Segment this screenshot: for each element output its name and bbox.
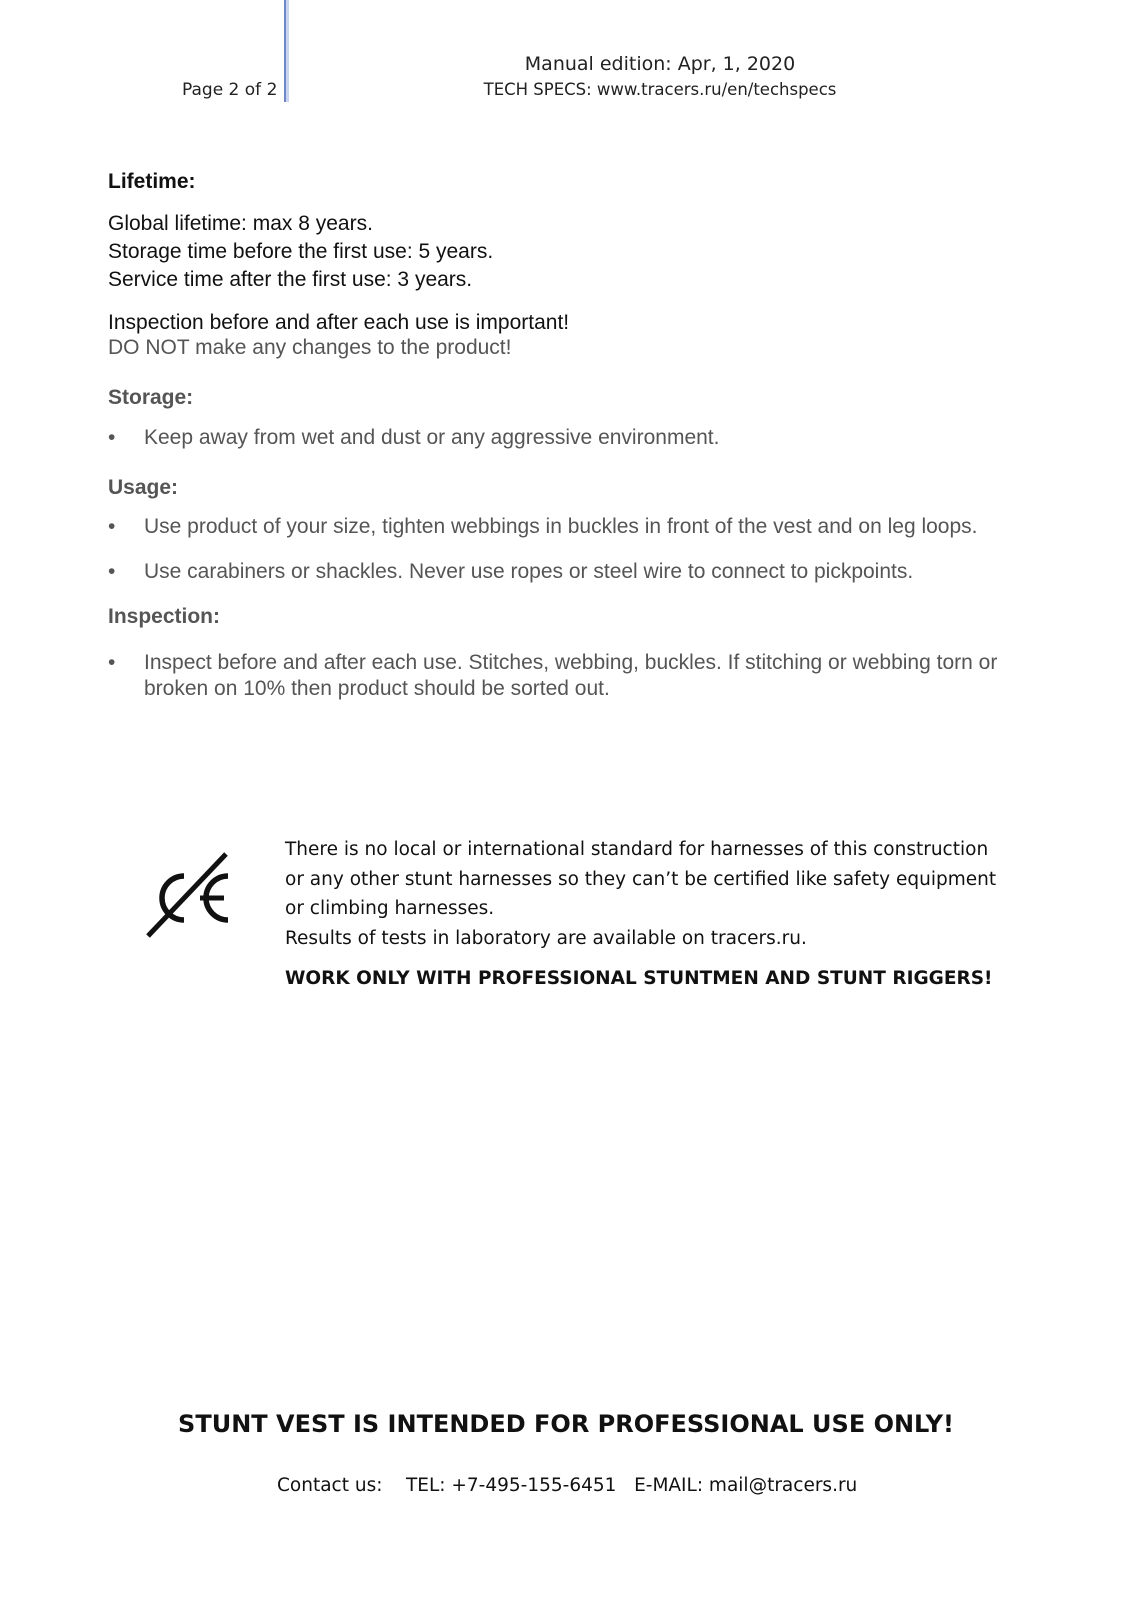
storage-heading: Storage: (108, 386, 194, 409)
page-number: Page 2 of 2 (182, 80, 278, 100)
notice-line: Results of tests in laboratory are available on tracers.ru. (285, 927, 807, 949)
no-changes-warning: DO NOT make any changes to the product! (108, 336, 512, 359)
lifetime-heading: Lifetime: (108, 170, 196, 193)
contact-email: E-MAIL: mail@tracers.ru (634, 1475, 858, 1496)
lifetime-storage: Storage time before the first use: 5 years. (108, 240, 494, 263)
contact-line (277, 1475, 857, 1496)
notice-line: or climbing harnesses. (285, 898, 495, 919)
inspection-important: Inspection before and after each use is important! (108, 311, 570, 334)
professional-use-banner: STUNT VEST IS INTENDED FOR PROFESSIONAL USE ONLY! (178, 1410, 954, 1438)
notice-line: There is no local or international standard for harnesses of this construction (285, 839, 989, 860)
inspection-heading: Inspection: (108, 605, 221, 628)
lifetime-global: Global lifetime: max 8 years. (108, 212, 373, 235)
usage-item: Use carabiners or shackles. Never use ropes or steel wire to connect to pickpoints. (144, 560, 914, 583)
margin-marker (284, 0, 289, 102)
crossed-ce-mark-icon (140, 850, 240, 940)
lifetime-service: Service time after the first use: 3 years. (108, 268, 473, 291)
tech-specs-link: TECH SPECS: www.tracers.ru/en/techspecs (483, 80, 837, 99)
manual-edition: Manual edition: Apr, 1, 2020 (524, 53, 796, 75)
notice-line: or any other stunt harnesses so they can’t be certified like safety equipment (285, 868, 997, 890)
contact-tel: TEL: +7-495-155-6451 (406, 1475, 617, 1496)
professional-warning: WORK ONLY WITH PROFESSIONAL STUNTMEN AND STUNT RIGGERS! (285, 968, 993, 989)
certification-notice (285, 835, 1005, 953)
contact-label: Contact us: (277, 1475, 383, 1496)
inspection-item: Inspect before and after each use. Stitches, webbing, buckles. If stitching or webbing torn or broken on 10% then product should be sorted out. (144, 651, 998, 700)
usage-heading: Usage: (108, 476, 179, 499)
storage-item: Keep away from wet and dust or any aggressive environment. (144, 426, 720, 449)
usage-item: Use product of your size, tighten webbings in buckles in front of the vest and on leg loops. (144, 515, 978, 538)
